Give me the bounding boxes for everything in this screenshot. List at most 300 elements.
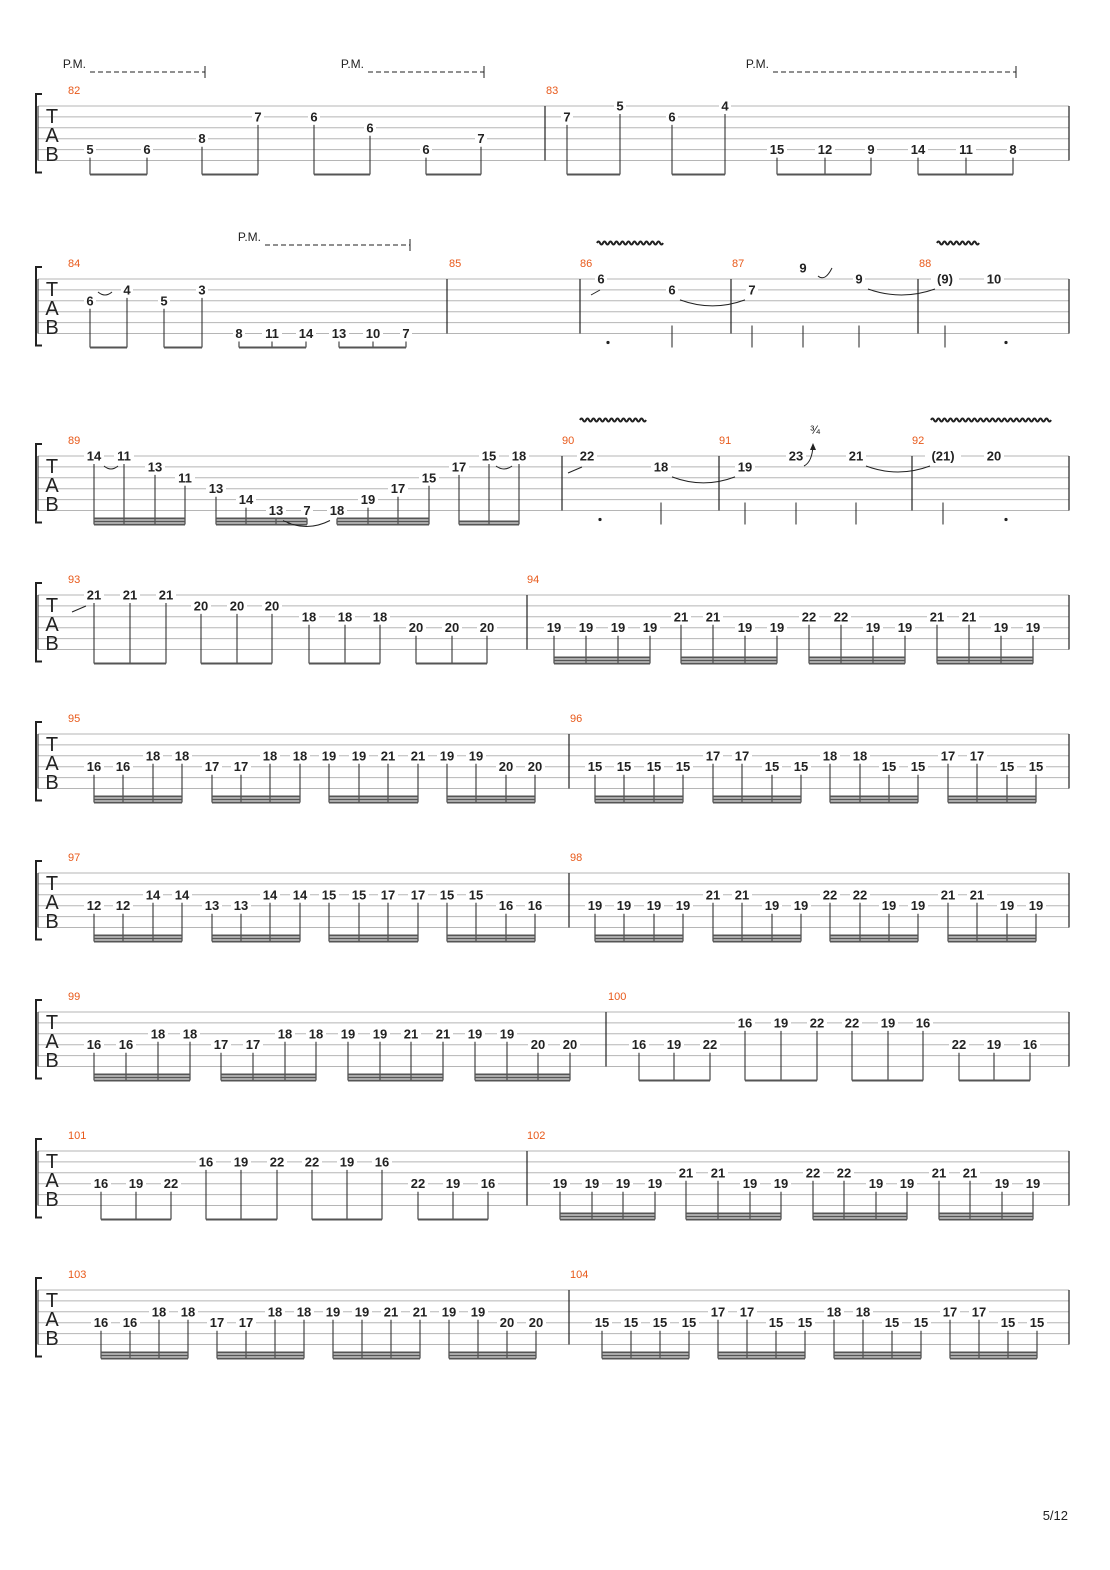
fret-number: 22 (844, 1015, 860, 1031)
fret-number: 6 (422, 142, 430, 158)
fret-number: 19 (647, 1176, 663, 1192)
fret-number: (9) (937, 271, 953, 287)
fret-number: 21 (122, 587, 138, 603)
fret-number: 21 (410, 748, 426, 764)
fret-number: 21 (380, 748, 396, 764)
fret-number: 15 (468, 887, 484, 903)
fret-number: 22 (833, 609, 849, 625)
fret-number: 19 (881, 898, 897, 914)
fret-number: 19 (865, 620, 881, 636)
fret-number: 19 (910, 898, 926, 914)
fret-number: 19 (445, 1176, 461, 1192)
fret-number: 20 (562, 1037, 578, 1053)
fret-number: 19 (499, 1026, 515, 1042)
fret-number: 17 (238, 1315, 254, 1331)
fret-number: 19 (587, 898, 603, 914)
fret-number: 19 (441, 1304, 457, 1320)
fret-number: 22 (852, 887, 868, 903)
fret-number: 16 (93, 1176, 109, 1192)
fret-number: 19 (742, 1176, 758, 1192)
measure-number: 99 (68, 991, 81, 1003)
fret-number: 19 (546, 620, 562, 636)
tab-clef-letter: B (45, 1328, 59, 1350)
fret-number: 15 (594, 1315, 610, 1331)
fret-number: 16 (915, 1015, 931, 1031)
tab-clef-letter: T (45, 734, 59, 756)
tab-clef-letter: B (45, 1050, 59, 1072)
measure-number: 91 (719, 435, 732, 447)
fret-number: 22 (801, 609, 817, 625)
fret-number: 15 (623, 1315, 639, 1331)
tab-clef-letter: T (45, 456, 59, 478)
measure-number: 83 (546, 85, 559, 97)
fret-number: 15 (616, 759, 632, 775)
fret-number: 19 (552, 1176, 568, 1192)
fret-number: 22 (951, 1037, 967, 1053)
fret-number: 19 (467, 1026, 483, 1042)
tab-system (36, 230, 1069, 348)
fret-number: 22 (579, 448, 595, 464)
fret-number: 20 (229, 598, 245, 614)
fret-number: 13 (147, 459, 163, 475)
fret-number: 16 (374, 1154, 390, 1170)
fret-number: 9 (867, 142, 875, 158)
fret-number: 12 (115, 898, 131, 914)
tab-clef-letter: B (45, 317, 59, 339)
fret-number: 15 (481, 448, 497, 464)
fret-number: 17 (705, 748, 721, 764)
fret-number: 19 (616, 898, 632, 914)
fret-number: 19 (610, 620, 626, 636)
fret-number: 15 (675, 759, 691, 775)
measure-number: 97 (68, 852, 81, 864)
fret-number: 7 (402, 326, 410, 341)
fret-number: 19 (764, 898, 780, 914)
fret-number: 17 (410, 887, 426, 903)
fret-number: 22 (836, 1165, 852, 1181)
tab-clef-letter: A (45, 1309, 59, 1331)
measure-number: 90 (562, 435, 575, 447)
fret-number: 15 (646, 759, 662, 775)
fret-number: 19 (578, 620, 594, 636)
fret-number: 14 (298, 326, 314, 341)
fret-number: 17 (245, 1037, 261, 1053)
fret-number: 20 (444, 620, 460, 636)
fret-number: 17 (209, 1315, 225, 1331)
fret-number: 14 (86, 448, 102, 464)
fret-number: 18 (145, 748, 161, 764)
fret-number: 12 (86, 898, 102, 914)
measure-number: 87 (732, 258, 745, 270)
fret-number: 4 (123, 282, 131, 298)
fret-number: 7 (303, 503, 311, 518)
fret-number: 22 (163, 1176, 179, 1192)
fret-number: 19 (360, 492, 376, 508)
fret-number: 20 (498, 759, 514, 775)
tab-clef-letter: B (45, 633, 59, 655)
tab-system (36, 574, 1069, 664)
measure-number: 82 (68, 85, 81, 97)
fret-number: 19 (897, 620, 913, 636)
slur-mark (98, 292, 112, 295)
fret-number: 14 (292, 887, 308, 903)
fret-number: 19 (1025, 1176, 1041, 1192)
fret-number: 14 (174, 887, 190, 903)
fret-number: 20 (527, 759, 543, 775)
fret-number: 16 (118, 1037, 134, 1053)
fret-number: 19 (233, 1154, 249, 1170)
fret-number: 15 (1028, 759, 1044, 775)
fret-number: 15 (999, 759, 1015, 775)
tab-system (36, 419, 1069, 525)
tab-clef-letter: A (45, 1031, 59, 1053)
fret-number: 3 (198, 282, 206, 298)
fret-number: 16 (115, 759, 131, 775)
fret-number: (21) (931, 448, 955, 464)
fret-number: 15 (793, 759, 809, 775)
fret-number: 16 (86, 1037, 102, 1053)
fret-number: 20 (986, 448, 1002, 464)
tab-system (36, 852, 1069, 942)
fret-number: 21 (158, 587, 174, 603)
fret-number: 15 (439, 887, 455, 903)
fret-number: 17 (739, 1304, 755, 1320)
bend-amount: ¾ (809, 423, 821, 437)
tab-clef-letter: B (45, 1189, 59, 1211)
fret-number: 14 (238, 492, 254, 508)
fret-number: 17 (204, 759, 220, 775)
fret-number: 15 (1000, 1315, 1016, 1331)
fret-number: 18 (277, 1026, 293, 1042)
fret-number: 17 (213, 1037, 229, 1053)
tab-clef-letter: T (45, 873, 59, 895)
tab-clef-letter: A (45, 892, 59, 914)
fret-number: 22 (702, 1037, 718, 1053)
fret-number: 18 (292, 748, 308, 764)
fret-number: 21 (673, 609, 689, 625)
fret-number: 13 (268, 503, 284, 518)
fret-number: 18 (174, 748, 190, 764)
fret-number: 19 (868, 1176, 884, 1192)
tab-clef-letter: T (45, 1151, 59, 1173)
fret-number: 19 (999, 898, 1015, 914)
fret-number: 10 (986, 271, 1002, 287)
measure-number: 102 (527, 1130, 546, 1142)
fret-number: 20 (479, 620, 495, 636)
fret-number: 17 (942, 1304, 958, 1320)
fret-number: 16 (480, 1176, 496, 1192)
vibrato-mark (580, 419, 646, 422)
measure-number: 103 (68, 1269, 87, 1281)
tab-clef-letter: A (45, 298, 59, 320)
slide-in-mark (568, 467, 582, 473)
fret-number: 21 (962, 1165, 978, 1181)
fret-number: 15 (587, 759, 603, 775)
fret-number: 15 (768, 1315, 784, 1331)
measure-number: 86 (580, 258, 593, 270)
tab-clef-letter: A (45, 125, 59, 147)
tab-clef-letter: B (45, 772, 59, 794)
duration-dot (598, 518, 601, 521)
fret-number: 13 (233, 898, 249, 914)
fret-number: 6 (668, 282, 676, 298)
measure-number: 94 (527, 574, 540, 586)
fret-number: 21 (403, 1026, 419, 1042)
fret-number: 6 (597, 271, 605, 287)
tab-system (36, 713, 1069, 803)
measure-number: 104 (570, 1269, 589, 1281)
fret-number: 18 (329, 503, 345, 518)
measure-number: 95 (68, 713, 81, 725)
tab-clef-letter: A (45, 614, 59, 636)
measure-number: 98 (570, 852, 583, 864)
page-number: 5/12 (1042, 1508, 1068, 1523)
fret-number: 18 (267, 1304, 283, 1320)
fret-number: 19 (642, 620, 658, 636)
tab-clef-letter: T (45, 595, 59, 617)
fret-number: 15 (321, 887, 337, 903)
fret-number: 18 (822, 748, 838, 764)
fret-number: 4 (721, 98, 729, 114)
fret-number: 17 (940, 748, 956, 764)
fret-number: 19 (128, 1176, 144, 1192)
tab-clef-letter: B (45, 144, 59, 166)
fret-number: 21 (931, 1165, 947, 1181)
fret-number: 20 (264, 598, 280, 614)
fret-number: 21 (678, 1165, 694, 1181)
fret-number: 18 (262, 748, 278, 764)
fret-number: 9 (855, 271, 863, 287)
fret-number: 18 (337, 609, 353, 625)
fret-number: 17 (390, 481, 406, 497)
slide-in-mark (591, 290, 600, 295)
fret-number: 21 (435, 1026, 451, 1042)
vibrato-mark (597, 242, 663, 245)
fret-number: 19 (737, 620, 753, 636)
fret-number: 16 (737, 1015, 753, 1031)
fret-number: 18 (826, 1304, 842, 1320)
fret-number: 13 (204, 898, 220, 914)
fret-number: 16 (122, 1315, 138, 1331)
fret-number: 17 (710, 1304, 726, 1320)
fret-number: 21 (412, 1304, 428, 1320)
fret-number: 19 (615, 1176, 631, 1192)
fret-number: 19 (666, 1037, 682, 1053)
fret-number: 19 (372, 1026, 388, 1042)
fret-number: 14 (910, 142, 926, 158)
fret-number: 21 (705, 609, 721, 625)
fret-number: 6 (366, 120, 374, 136)
fret-number: 15 (769, 142, 785, 158)
fret-number: 16 (527, 898, 543, 914)
fret-number: 15 (681, 1315, 697, 1331)
palm-mute-label: P.M. (237, 230, 261, 244)
fret-number: 18 (308, 1026, 324, 1042)
fret-number: 15 (884, 1315, 900, 1331)
fret-number: 19 (737, 459, 753, 475)
tab-system (36, 57, 1069, 175)
fret-number: 6 (668, 109, 676, 125)
vibrato-mark (937, 242, 979, 245)
fret-number: 7 (254, 109, 262, 125)
measure-number: 85 (449, 258, 462, 270)
duration-dot (1004, 341, 1007, 344)
tab-clef-letter: A (45, 475, 59, 497)
fret-number: 15 (881, 759, 897, 775)
tab-clef-letter: T (45, 1290, 59, 1312)
fret-number: 21 (705, 887, 721, 903)
fret-number: 5 (160, 293, 168, 309)
fret-number: 10 (365, 326, 381, 341)
fret-number: 17 (233, 759, 249, 775)
fret-number: 11 (117, 448, 131, 464)
measure-number: 100 (608, 991, 627, 1003)
fret-number: 19 (584, 1176, 600, 1192)
fret-number: 23 (788, 448, 804, 464)
fret-number: 19 (340, 1026, 356, 1042)
fret-number: 19 (793, 898, 809, 914)
fret-number: 19 (321, 748, 337, 764)
bend-arrowhead (810, 443, 816, 450)
vibrato-mark (931, 419, 1051, 422)
fret-number: 12 (817, 142, 833, 158)
tab-clef-letter: B (45, 494, 59, 516)
fret-number: 21 (734, 887, 750, 903)
fret-number: 18 (182, 1026, 198, 1042)
fret-number: 21 (940, 887, 956, 903)
fret-number: 22 (269, 1154, 285, 1170)
fret-number: 13 (331, 326, 347, 341)
fret-number: 20 (499, 1315, 515, 1331)
palm-mute-label: P.M. (62, 57, 86, 71)
fret-number: 19 (439, 748, 455, 764)
fret-number: 17 (451, 459, 467, 475)
fret-number: 20 (528, 1315, 544, 1331)
fret-number: 19 (339, 1154, 355, 1170)
fret-number: 21 (848, 448, 864, 464)
fret-number: 18 (180, 1304, 196, 1320)
fret-number: 22 (822, 887, 838, 903)
fret-number: 19 (1025, 620, 1041, 636)
measure-number: 96 (570, 713, 583, 725)
fret-number: 11 (178, 470, 192, 486)
fret-number: 7 (748, 282, 756, 298)
tab-clef-letter: A (45, 1170, 59, 1192)
tab-system (36, 991, 1069, 1081)
fret-number: 22 (805, 1165, 821, 1181)
fret-number: 18 (372, 609, 388, 625)
fret-number: 19 (880, 1015, 896, 1031)
fret-number: 11 (959, 142, 973, 158)
tab-system (36, 1130, 1069, 1220)
fret-number: 18 (855, 1304, 871, 1320)
fret-number: 15 (1029, 1315, 1045, 1331)
fret-number: 18 (296, 1304, 312, 1320)
fret-number: 9 (799, 260, 807, 276)
fret-number: 19 (773, 1176, 789, 1192)
fret-number: 8 (235, 326, 243, 341)
fret-number: 19 (354, 1304, 370, 1320)
fret-number: 18 (653, 459, 669, 475)
fret-number: 20 (408, 620, 424, 636)
measure-number: 93 (68, 574, 81, 586)
tab-clef-letter: T (45, 106, 59, 128)
fret-number: 16 (1022, 1037, 1038, 1053)
fret-number: 16 (631, 1037, 647, 1053)
fret-number: 17 (969, 748, 985, 764)
measure-number: 92 (912, 435, 925, 447)
fret-number: 19 (351, 748, 367, 764)
fret-number: 19 (986, 1037, 1002, 1053)
measure-number: 89 (68, 435, 81, 447)
fret-number: 14 (145, 887, 161, 903)
fret-number: 15 (652, 1315, 668, 1331)
fret-number: 22 (304, 1154, 320, 1170)
palm-mute-label: P.M. (745, 57, 769, 71)
fret-number: 6 (86, 293, 94, 309)
fret-number: 13 (208, 481, 224, 497)
measure-number: 101 (68, 1130, 87, 1142)
fret-number: 5 (86, 142, 94, 158)
duration-dot (1004, 518, 1007, 521)
fret-number: 5 (616, 98, 624, 114)
fret-number: 18 (150, 1026, 166, 1042)
fret-number: 18 (301, 609, 317, 625)
tab-clef-letter: T (45, 1012, 59, 1034)
fret-number: 21 (710, 1165, 726, 1181)
tab-clef-letter: T (45, 279, 59, 301)
fret-number: 21 (383, 1304, 399, 1320)
fret-number: 19 (646, 898, 662, 914)
fret-number: 19 (899, 1176, 915, 1192)
fret-number: 16 (93, 1315, 109, 1331)
tab-clef-letter: B (45, 911, 59, 933)
fret-number: 21 (969, 887, 985, 903)
fret-number: 15 (797, 1315, 813, 1331)
measure-number: 84 (68, 258, 81, 270)
fret-number: 17 (380, 887, 396, 903)
fret-number: 22 (410, 1176, 426, 1192)
fret-number: 16 (498, 898, 514, 914)
fret-number: 20 (530, 1037, 546, 1053)
fret-number: 15 (910, 759, 926, 775)
fret-number: 22 (809, 1015, 825, 1031)
fret-number: 19 (769, 620, 785, 636)
fret-number: 19 (773, 1015, 789, 1031)
fret-number: 19 (675, 898, 691, 914)
tab-system (36, 1269, 1069, 1359)
fret-number: 21 (961, 609, 977, 625)
fret-number: 18 (511, 448, 527, 464)
fret-number: 19 (470, 1304, 486, 1320)
measure-number: 88 (919, 258, 932, 270)
fret-number: 19 (993, 620, 1009, 636)
fret-number: 7 (477, 131, 485, 147)
fret-number: 7 (563, 109, 571, 125)
fret-number: 8 (198, 131, 206, 147)
fret-number: 8 (1009, 142, 1017, 158)
fret-number: 16 (198, 1154, 214, 1170)
palm-mute-label: P.M. (340, 57, 364, 71)
fret-number: 17 (734, 748, 750, 764)
slur-mark (818, 268, 832, 278)
tab-clef-letter: A (45, 753, 59, 775)
fret-number: 20 (193, 598, 209, 614)
slide-in-mark (72, 606, 86, 612)
fret-number: 14 (262, 887, 278, 903)
fret-number: 19 (994, 1176, 1010, 1192)
fret-number: 18 (151, 1304, 167, 1320)
